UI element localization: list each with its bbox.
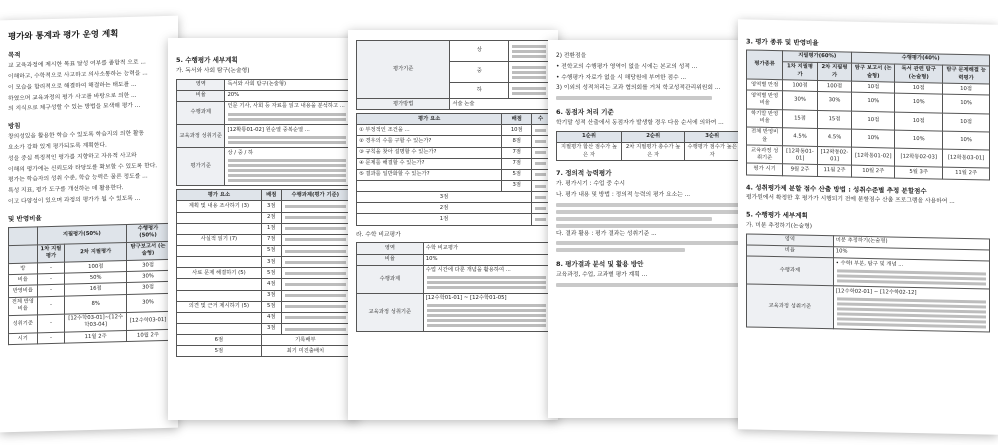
table-row [177, 290, 350, 301]
row-label [357, 180, 502, 191]
table-row [177, 312, 350, 323]
table-cell: 2차 지필평가 총수가 높은 자 [621, 142, 684, 160]
table-cell: 10점 [502, 125, 532, 136]
table-cell: 기록배부 [261, 335, 349, 346]
table-cell: 50% [65, 272, 127, 285]
table-cell: [12확통01-02] [852, 147, 895, 166]
cell-text: • 수학I 부분, 탐구 및 개념 ... [835, 259, 904, 268]
table-cell [423, 293, 549, 331]
table-row [177, 223, 350, 234]
subsection-title: 라. 수학 비교평가 [356, 231, 401, 238]
page-title: 평가와 통계과 평가 운영 계획 [8, 29, 119, 43]
table-row [357, 243, 550, 254]
table-cell: 15점 [817, 110, 852, 129]
text-line: 요소가 강화 있게 평가되도록 계획한다. [8, 142, 107, 151]
table-row [177, 301, 350, 312]
text-line: 교육과정, 수업, 교과별 평가 계획 ... [556, 272, 648, 279]
table-row [177, 148, 350, 186]
table-row [177, 279, 350, 290]
table-header: 2차 지필평가 [65, 242, 127, 262]
text-line: 가. 평가시기 : 수업 중 수시 [556, 181, 626, 188]
row-label: 영역 [357, 243, 424, 254]
row-label: 영역별 반영 비율 [747, 90, 783, 109]
table-cell: 10월 2주 [127, 329, 170, 341]
table-cell: [12수학03-01] [127, 311, 170, 330]
table-cell: - [37, 332, 65, 344]
criteria-table [356, 40, 550, 110]
row-label: 평가 시기 [747, 163, 783, 175]
table-cell: 5점 [261, 268, 281, 279]
document-page-5 [738, 19, 998, 434]
table-header: 2차 지필평가 [817, 62, 852, 81]
table-cell: 7점 [502, 158, 532, 169]
table-header: 수행평가(40%) [852, 52, 990, 66]
text-line: • 전학교의 수행평가 영역이 없을 시에는 본교의 성적 ... [556, 63, 698, 70]
cell-text: 상 / 중 / 하 [227, 149, 254, 156]
table-header: 배점 [502, 114, 532, 125]
table-header: 3순위 [685, 131, 740, 142]
table-row [357, 99, 550, 110]
table-cell: 10% [895, 93, 943, 112]
table-cell: 2점 [261, 212, 281, 223]
table-row [177, 234, 350, 245]
table-cell: 7점 [261, 234, 281, 245]
table-header: 2순위 [621, 131, 684, 142]
document-page-1 [0, 16, 178, 433]
subsection-title: 가. 독서와 사회 탐구(논술형) [176, 67, 250, 74]
row-label [177, 290, 262, 301]
table-cell: [12확통02-01] [817, 147, 852, 166]
table-cell: 4.5% [817, 128, 852, 147]
table-cell: 10점 [852, 81, 895, 93]
table-cell: 5점 [261, 245, 281, 256]
table-cell: 4점 [261, 279, 281, 290]
cell-text: [12확통01-02] 원순열 중복순열 ... [227, 126, 310, 133]
text-line: • 수행평가 자료가 없을 시 해당원에 부여한 점수 ... [556, 74, 687, 81]
table-cell: 10점 [895, 112, 943, 131]
table-cell: 3점 [261, 257, 281, 268]
table-row [357, 192, 550, 203]
text-line: 평가는 학습자의 성취 수준, 학습 능력은 물론 정도를 ... [8, 173, 148, 184]
table-cell: 7점 [502, 147, 532, 158]
table-cell: 10점 [895, 82, 943, 94]
table-row [357, 169, 550, 180]
section-heading: 및 반영비율 [8, 213, 42, 223]
table-cell [833, 286, 989, 332]
table-header: 독서 관련 탐구 (논술형) [895, 64, 943, 83]
row-label: 영역 [747, 234, 834, 247]
text-line: 창의성있을 활용한 학습 수 있도록 학습지의 의한 활동 [8, 130, 145, 141]
table-header: 1순위 [557, 131, 622, 142]
row-label: ③ 규칙을 찾아 설명할 수 있는가? [357, 147, 502, 158]
ratio-table [746, 49, 990, 180]
grade-label: 중 [450, 62, 509, 83]
text-line: 나. 평가 내용 및 방법 : 정의적 능력의 평가 요소는 ... [556, 191, 691, 198]
row-label: 수행과제 [747, 256, 834, 286]
text-line: 3) 이외의 성적처리는 교과 협의회를 거쳐 학교성적관리위원회 ... [556, 85, 721, 92]
table-cell: 지필평가 합산 점수가 높은 자 [557, 142, 622, 160]
subsection-title: 가. 미분 추정하기(논술형) [746, 222, 813, 230]
text-line: 하였으며 교육과정의 평가 사고를 바탕으로 의한 ... [8, 92, 137, 102]
table-cell: 5점 [261, 301, 281, 312]
table-header: 지필평가(50%) [37, 224, 126, 245]
table-cell: 30점 [127, 259, 170, 271]
row-label: 교육과정 성취기준 [747, 145, 783, 164]
text-line: 의 지식으로 체구성할 수 있는 방법을 모색해 평가 ... [8, 103, 141, 113]
row-label: 방 [9, 263, 38, 275]
page-title: 3. 평가 종류 및 반영비율 [746, 37, 819, 47]
table-cell: 3점 [502, 180, 532, 191]
table-row [177, 125, 350, 148]
section-heading: 7. 정의적 능력평가 [556, 169, 612, 178]
section-heading: 5. 수행평가 세부계획 [746, 210, 808, 220]
table-cell: 10월 2주 [852, 166, 895, 178]
table-cell: 10% [943, 131, 990, 150]
document-page-3 [348, 30, 558, 420]
table-cell: [12확통03-01] [943, 149, 990, 168]
row-label: 교육과정 성취기준 [177, 125, 225, 148]
table-header: 탐구 보고서 (논술형) [852, 63, 895, 82]
table-row [177, 346, 350, 357]
table-cell: 30% [127, 271, 170, 283]
table-cell: 20% [225, 90, 350, 101]
row-label: 영역별 만점 [747, 79, 783, 91]
row-label [177, 257, 262, 268]
text-line: 2) 전환점을 [556, 53, 587, 59]
section-heading: 4. 성취평가제 분할 점수 산출 방법 : 성취수준별 추정 분할점수 [746, 183, 927, 195]
table-cell: 10% [423, 254, 549, 265]
table-cell: 미분 추정하기(논술형) [833, 236, 989, 250]
row-label: ① 부정적인 조건을 ... [357, 125, 502, 136]
text-line: 이고 다양성이 있으며 과정의 평가가 될 수 있도록 ... [8, 195, 141, 206]
table-row [177, 268, 350, 279]
table-cell: 3점 [261, 290, 281, 301]
text-line: 평가원에서 확정한 후 평가가 시행되기 전에 분할점수 산출 프로그램을 사용하여 ... [746, 194, 955, 206]
table-row [357, 180, 550, 191]
text-line: 이해의 평가에는 신뢰도와 타당도를 확보할 수 있도록 한다. [8, 162, 158, 173]
row-label: 반영비율 [9, 285, 38, 297]
row-label: 평가기준 [177, 148, 225, 186]
table-cell: 2점 [357, 203, 532, 214]
row-label [177, 323, 262, 334]
page-title: 5. 수행평가 세부계획 [176, 56, 238, 64]
priority-table [556, 131, 740, 161]
table-cell: 5점 [177, 346, 262, 357]
row-label: 영역 [177, 79, 225, 90]
section-heading: 방침 [8, 122, 21, 131]
table-cell: - [37, 284, 65, 296]
table-row [357, 158, 550, 169]
table-cell: - [37, 314, 65, 333]
table-cell [225, 101, 350, 124]
table-cell: 100점 [65, 261, 127, 274]
table-row [177, 212, 350, 223]
table-cell: 10점 [943, 83, 990, 95]
row-label [177, 223, 262, 234]
section-heading: 8. 평가결과 분석 및 활용 방안 [556, 260, 644, 269]
table-row [357, 254, 550, 265]
table-cell: - [37, 262, 65, 274]
text-line: 특성 지표, 평가 도구를 개선하는 데 활용한다. [8, 185, 124, 195]
table-cell: 1점 [261, 223, 281, 234]
table-cell: 수행평가 점수가 높은 자 [685, 142, 740, 160]
row-label [177, 312, 262, 323]
row-label: 비율 [357, 254, 424, 265]
table-cell: 3점 [261, 323, 281, 334]
info-table [356, 242, 550, 332]
table-cell: 4점 [261, 312, 281, 323]
table-row [557, 142, 740, 160]
table-cell: 15점 [783, 109, 818, 128]
text-line: 이해하고, 수학적으로 사고하고 의사소통하는 능력을 ... [8, 70, 148, 81]
table-cell: 10% [833, 247, 989, 261]
table-cell: 3점 [261, 201, 281, 212]
table-cell: 5점 [502, 169, 532, 180]
row-label [177, 245, 262, 256]
row-label: 의견 및 근거 제시하기 (5) [177, 301, 262, 312]
table-cell [225, 148, 350, 186]
text-line: 성을 중심 특징적인 평가를 지향하고 자유적 사고와 [8, 152, 137, 162]
table-row [177, 323, 350, 334]
table-row [177, 90, 350, 101]
table-row [357, 125, 550, 136]
table-cell: 10% [852, 92, 895, 111]
table-row [357, 293, 550, 331]
table-cell: - [37, 273, 65, 285]
score-table [356, 113, 550, 225]
table-cell: 독서와 사회 탐구(논술형) [225, 79, 350, 90]
table-cell: 10점 [852, 111, 895, 130]
row-label: 평가기준 [357, 41, 450, 99]
table-cell: 4.5% [783, 128, 818, 147]
grade-label: 하 [450, 83, 509, 99]
document-page-4 [548, 40, 748, 418]
table-cell: 5월 3주 [895, 167, 943, 179]
row-label: 평가방법 [357, 99, 450, 110]
table-row [177, 201, 350, 212]
table-row [357, 136, 550, 147]
table-cell: 11월 2주 [817, 165, 852, 177]
table-header: 수행평가(50%) [127, 223, 170, 242]
table-cell: 30% [783, 91, 818, 110]
table-cell: 최기 미진출배치 [261, 346, 349, 357]
table-row [357, 265, 550, 293]
cell-text: [12수학02-01] ~ [12수학02-12] [835, 287, 917, 296]
table-header: 탐구보고서 (논술형) [127, 241, 170, 260]
table-cell: [12수학03-01]~[12수학03-04] [65, 312, 127, 332]
row-label: 비율 [9, 274, 38, 286]
row-label: 전체 반영비율 [9, 296, 38, 315]
table-header: 탐구 문제해결 능력평가 [943, 65, 990, 84]
table-header: 수행과제(평가 기준) [281, 190, 349, 201]
row-label: ⑤ 결과를 일반화할 수 있는가? [357, 169, 502, 180]
row-label: 학기말 반영비율 [747, 109, 783, 128]
table-cell: 3점 [357, 192, 532, 203]
ratio-table [8, 222, 170, 345]
row-label: ② 경우의 수를 구할 수 있는가? [357, 136, 502, 147]
table-cell: [12확통02-03] [895, 148, 943, 167]
row-label: 수행과제 [357, 265, 424, 293]
row-label: 성취기준 [9, 315, 38, 334]
row-label: 시기 [9, 333, 38, 345]
row-label: ④ 문제를 해결할 수 있는가? [357, 158, 502, 169]
score-table [176, 189, 350, 357]
row-label: 교육과정 성취기준 [747, 284, 834, 329]
info-table [176, 79, 350, 187]
table-row [177, 79, 350, 90]
section-heading: 6. 동점자 처리 기준 [556, 108, 614, 117]
row-label: 비율 [177, 90, 225, 101]
text-line: 이 모습을 합리적으로 해결하여 해결하는 태도를 ... [8, 81, 137, 91]
table-cell: 서술 논술 [450, 99, 550, 110]
section-heading: 목적 [8, 51, 21, 60]
table-cell: 11월 2주 [65, 331, 127, 344]
table-cell: 30% [817, 92, 852, 111]
table-header: 수 [532, 114, 550, 125]
table-header: 평가 요소 [357, 114, 502, 125]
row-label: 전체 반영비율 [747, 127, 783, 146]
table-cell: 10% [943, 94, 990, 113]
table-cell: 9월 2주 [783, 164, 818, 176]
table-header: 1차 지필평가 [783, 62, 818, 81]
table-cell: 6점 [177, 335, 262, 346]
table-cell: 30% [127, 293, 170, 312]
table-cell: 수학 비교평가 [423, 243, 549, 254]
table-row [177, 101, 350, 124]
table-cell [423, 265, 549, 293]
table-cell: - [37, 296, 65, 315]
table-header: 배점 [261, 190, 281, 201]
text-line: 교 교육과정에 제시한 목표 달성 여부를 종합적 으로 ... [8, 59, 146, 70]
table-row [357, 147, 550, 158]
table-cell: 100점 [783, 80, 818, 92]
cell-text: 인문 기사, 사회 등 자료를 읽고 내용을 분석하고 ... [227, 103, 345, 110]
table-row [357, 203, 550, 214]
cell-text: [12수학01-01] ~ [12수학01-05] [425, 295, 507, 302]
row-label: 수행과제 [177, 101, 225, 124]
document-page-2 [168, 38, 358, 420]
table-row [357, 214, 550, 225]
table-cell: 30점 [127, 282, 170, 294]
table-cell: [12확통01-01] [783, 146, 818, 165]
row-label: 교육과정 성취기준 [357, 293, 424, 331]
table-cell [833, 258, 989, 289]
row-label: 사실적 읽기 (7) [177, 234, 262, 245]
row-label: 사료 문제 해결하기 (5) [177, 268, 262, 279]
table-cell: 10점 [943, 113, 990, 132]
text-line: 다. 결과 활용 : 평가 결과는 성취기준 ... [556, 230, 657, 237]
text-line: 학기말 성적 산출에서 동점자가 발생할 경우 다음 순서에 의하여 ... [556, 120, 724, 127]
table-cell: 10% [852, 129, 895, 148]
table-header: 지필평가(60%) [783, 50, 852, 63]
info-table [746, 233, 990, 333]
table-cell: 8% [65, 294, 127, 314]
table-row [357, 41, 550, 62]
row-label [177, 279, 262, 290]
table-cell: 1점 [357, 214, 532, 225]
table-header: 1차 지필평가 [37, 244, 65, 263]
table-row [177, 257, 350, 268]
row-label: 계획 및 내용 조사하기 (3) [177, 201, 262, 212]
table-cell: 10% [895, 130, 943, 149]
table-cell: 16점 [65, 283, 127, 296]
table-cell: 100점 [817, 81, 852, 93]
table-row [177, 335, 350, 346]
table-header: 평가 요소 [177, 190, 262, 201]
row-label: 비율 [747, 245, 834, 258]
row-label [177, 212, 262, 223]
grade-label: 상 [450, 41, 509, 62]
table-cell [225, 125, 350, 148]
table-row [177, 245, 350, 256]
table-row [747, 284, 990, 332]
table-cell: 11월 2주 [943, 168, 990, 180]
cell-text: 수업 시간에 다룬 개념을 활용하여 ... [425, 267, 511, 274]
table-header: 평가종류 [747, 50, 783, 80]
table-cell: 8점 [502, 136, 532, 147]
